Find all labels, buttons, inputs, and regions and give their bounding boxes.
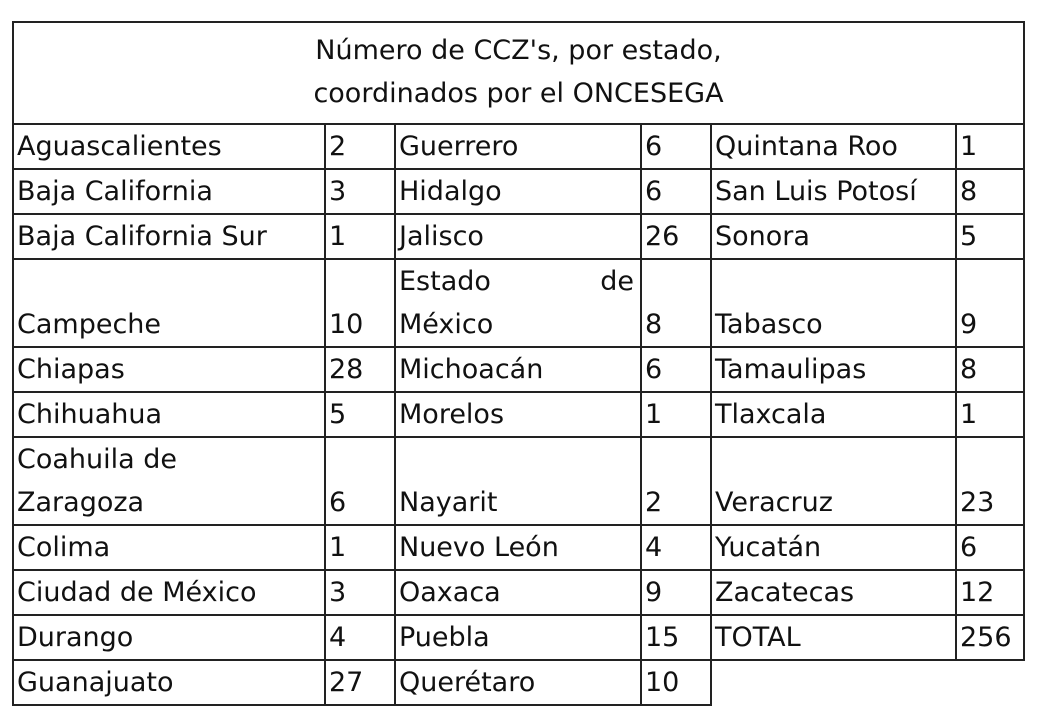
state-name-cell: [13, 570, 325, 615]
state-name-line: Yucatán: [715, 532, 822, 563]
state-name-line: TOTAL: [715, 622, 801, 653]
state-name-line: Ciudad de México: [17, 577, 257, 608]
ccz-count-cell: 6: [325, 437, 395, 525]
table-row: [13, 347, 1024, 392]
state-name-line: Baja California Sur: [17, 221, 267, 252]
state-name-line: Oaxaca: [399, 577, 501, 608]
ccz-count-cell: 6: [641, 347, 711, 392]
state-name-line: Morelos: [399, 399, 505, 430]
table-row: [13, 615, 1024, 660]
ccz-count-cell: 6: [641, 169, 711, 214]
state-name-line: Michoacán: [399, 354, 544, 385]
state-name-line: Campeche: [17, 309, 162, 340]
ccz-count-cell: 1: [325, 214, 395, 259]
ccz-count-cell: 4: [325, 615, 395, 660]
state-name-line: Aguascalientes: [17, 131, 222, 162]
ccz-count-cell: 10: [641, 660, 711, 705]
state-name-cell: [13, 437, 325, 525]
state-name-line: Chiapas: [17, 354, 125, 385]
ccz-count-cell: 8: [956, 347, 1024, 392]
ccz-count-cell: 3: [325, 169, 395, 214]
ccz-count-cell: 27: [325, 660, 395, 705]
table-row: [13, 124, 1024, 169]
ccz-count-cell: 9: [641, 570, 711, 615]
state-name-cell: [711, 169, 956, 214]
state-name-cell: [395, 214, 641, 259]
ccz-count-cell: 8: [956, 169, 1024, 214]
state-name-line: Chihuahua: [17, 399, 163, 430]
state-name-line: Sonora: [715, 221, 810, 252]
table-row: [13, 259, 1024, 347]
state-name-cell: [13, 392, 325, 437]
state-name-word: Estado: [399, 266, 491, 297]
state-name-cell: [711, 570, 956, 615]
state-name-line: Puebla: [399, 622, 490, 653]
ccz-count-cell: 9: [956, 259, 1024, 347]
state-name-cell: [395, 437, 641, 525]
title-line-1: Número de CCZ's, por estado,: [315, 35, 722, 66]
empty-cell: [956, 660, 1024, 705]
state-name-cell: [395, 392, 641, 437]
state-name-line: Tamaulipas: [715, 354, 867, 385]
state-name-line: Jalisco: [399, 221, 484, 252]
state-name-cell: [13, 615, 325, 660]
table-row: [13, 660, 1024, 705]
table-row: [13, 214, 1024, 259]
state-name-line: Nuevo León: [399, 532, 559, 563]
state-name-cell: [395, 570, 641, 615]
state-name-line: Baja California: [17, 176, 213, 207]
state-name-line: Guerrero: [399, 131, 519, 162]
state-name-cell: [711, 525, 956, 570]
state-name-cell: [711, 392, 956, 437]
state-name-line: Colima: [17, 532, 111, 563]
state-name-line: Querétaro: [399, 667, 536, 698]
ccz-count-cell: 2: [641, 437, 711, 525]
ccz-count-cell: 26: [641, 214, 711, 259]
state-name-cell: [395, 124, 641, 169]
state-name-cell: [13, 214, 325, 259]
ccz-count-cell: 23: [956, 437, 1024, 525]
state-name-cell: [13, 169, 325, 214]
ccz-count-cell: 1: [325, 525, 395, 570]
state-name-line: [399, 260, 640, 303]
table-row: [13, 570, 1024, 615]
ccz-count-cell: 1: [956, 392, 1024, 437]
ccz-count-cell: 5: [956, 214, 1024, 259]
table-title: [13, 22, 1024, 124]
state-name-line: Hidalgo: [399, 176, 502, 207]
state-name-cell: [13, 347, 325, 392]
ccz-count-cell: 4: [641, 525, 711, 570]
table-row: [13, 169, 1024, 214]
state-name-cell: [395, 259, 641, 347]
state-name-cell: [711, 347, 956, 392]
state-name-cell: [711, 124, 956, 169]
state-name-cell: [13, 660, 325, 705]
state-name-line: Coahuila de: [17, 444, 178, 475]
ccz-count-cell: 28: [325, 347, 395, 392]
table-row: [13, 437, 1024, 525]
ccz-count-cell: 6: [956, 525, 1024, 570]
ccz-count-cell: 12: [956, 570, 1024, 615]
state-name-line: Nayarit: [399, 487, 498, 518]
table-row: [13, 525, 1024, 570]
ccz-by-state-table: [12, 21, 1025, 706]
ccz-count-cell: 2: [325, 124, 395, 169]
ccz-count-cell: 15: [641, 615, 711, 660]
ccz-count-cell: 5: [325, 392, 395, 437]
state-name-line: Tabasco: [715, 309, 823, 340]
title-row: [13, 22, 1024, 124]
state-name-line: Zaragoza: [17, 487, 145, 518]
state-name-cell: [395, 615, 641, 660]
ccz-count-cell: 1: [956, 124, 1024, 169]
state-name-cell: [711, 259, 956, 347]
ccz-count-cell: 1: [641, 392, 711, 437]
state-name-cell: [395, 660, 641, 705]
ccz-count-cell: 256: [956, 615, 1024, 660]
state-name-cell: [13, 124, 325, 169]
state-name-cell: [395, 525, 641, 570]
state-name-line: Quintana Roo: [715, 131, 898, 162]
ccz-count-cell: 8: [641, 259, 711, 347]
state-name-cell: [13, 525, 325, 570]
ccz-count-cell: 6: [641, 124, 711, 169]
state-name-line: San Luis Potosí: [715, 176, 917, 207]
state-name-cell: [711, 615, 956, 660]
state-name-line: México: [399, 309, 494, 340]
state-name-word: de: [600, 266, 634, 297]
table-container: [12, 21, 1025, 706]
table-row: [13, 392, 1024, 437]
ccz-count-cell: 10: [325, 259, 395, 347]
state-name-line: Veracruz: [715, 487, 833, 518]
state-name-line: Zacatecas: [715, 577, 855, 608]
state-name-cell: [395, 347, 641, 392]
state-name-cell: [13, 259, 325, 347]
state-name-cell: [395, 169, 641, 214]
state-name-cell: [711, 437, 956, 525]
empty-cell: [711, 660, 956, 705]
state-name-line: Durango: [17, 622, 134, 653]
state-name-cell: [711, 214, 956, 259]
state-name-line: Guanajuato: [17, 667, 174, 698]
title-line-2: coordinados por el ONCESEGA: [313, 78, 724, 109]
state-name-line: Tlaxcala: [715, 399, 827, 430]
ccz-count-cell: 3: [325, 570, 395, 615]
